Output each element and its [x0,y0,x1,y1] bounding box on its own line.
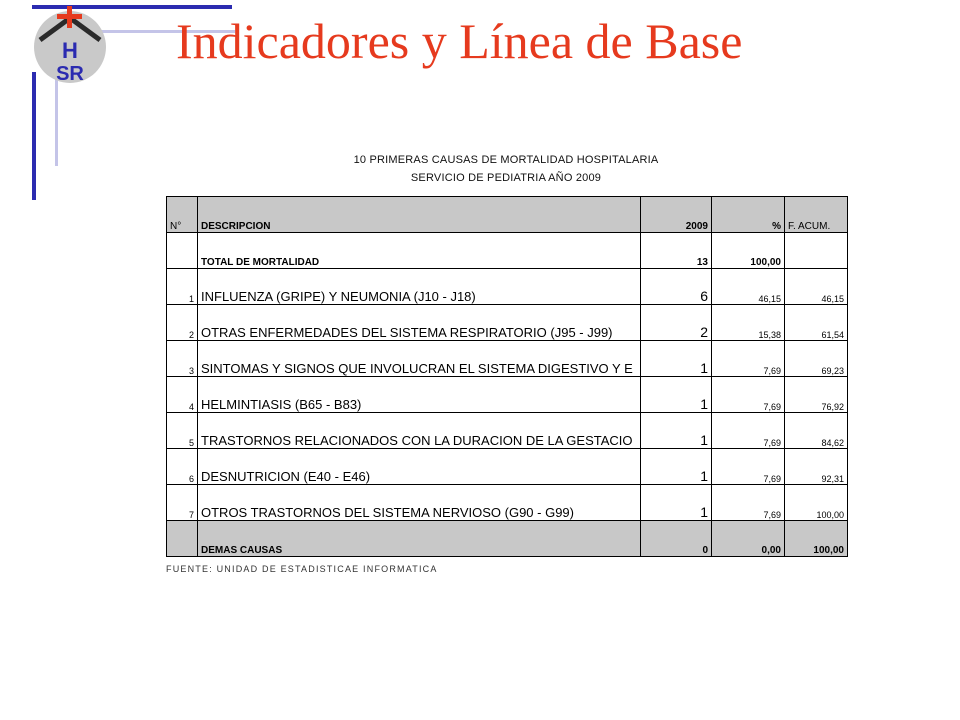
total-label: TOTAL DE MORTALIDAD [198,233,641,269]
demas-pct: 0,00 [712,521,785,557]
table-row: 6 DESNUTRICION (E40 - E46) 1 7,69 92,31 [167,449,848,485]
svg-text:SR: SR [56,63,84,85]
header-year: 2009 [641,197,712,233]
header-descripcion: DESCRIPCION [198,197,641,233]
table-row: 5 TRASTORNOS RELACIONADOS CON LA DURACION DE LA GESTACIO 1 7,69 84,62 [167,413,848,449]
mortality-table [166,196,848,557]
slide-title: Indicadores y Línea de Base [176,13,743,69]
demas-causas-row [167,521,848,557]
table-heading-line1: 10 PRIMERAS CAUSAS DE MORTALIDAD HOSPITALARIA [353,154,659,166]
table-heading-line2: SERVICIO DE PEDIATRIA AÑO 2009 [410,172,602,184]
table-row: 3 SINTOMAS Y SIGNOS QUE INVOLUCRAN EL SISTEMA DIGESTIVO Y E 1 7,69 69,23 [167,341,848,377]
total-count: 13 [641,233,712,269]
table-row: 1 INFLUENZA (GRIPE) Y NEUMONIA (J10 - J18) 6 46,15 46,15 [167,269,848,305]
table-row: 2 OTRAS ENFERMEDADES DEL SISTEMA RESPIRATORIO (J95 - J99) 2 15,38 61,54 [167,305,848,341]
header-facum: F. ACUM. [785,197,848,233]
hospital-logo-icon [26,0,116,90]
total-pct: 100,00 [712,233,785,269]
source-note: FUENTE: UNIDAD DE ESTADISTICAE INFORMATICA [166,564,438,574]
svg-text:H: H [62,38,78,63]
total-row [167,233,848,269]
demas-count: 0 [641,521,712,557]
header-pct: % [712,197,785,233]
header-n: N° [167,197,198,233]
demas-facum: 100,00 [785,521,848,557]
table-row: 4 HELMINTIASIS (B65 - B83) 1 7,69 76,92 [167,377,848,413]
table-header-row [167,197,848,233]
demas-label: DEMAS CAUSAS [198,521,641,557]
decorative-bar [32,72,36,200]
table-row: 7 OTROS TRASTORNOS DEL SISTEMA NERVIOSO (G90 - G99) 1 7,69 100,00 [167,485,848,521]
